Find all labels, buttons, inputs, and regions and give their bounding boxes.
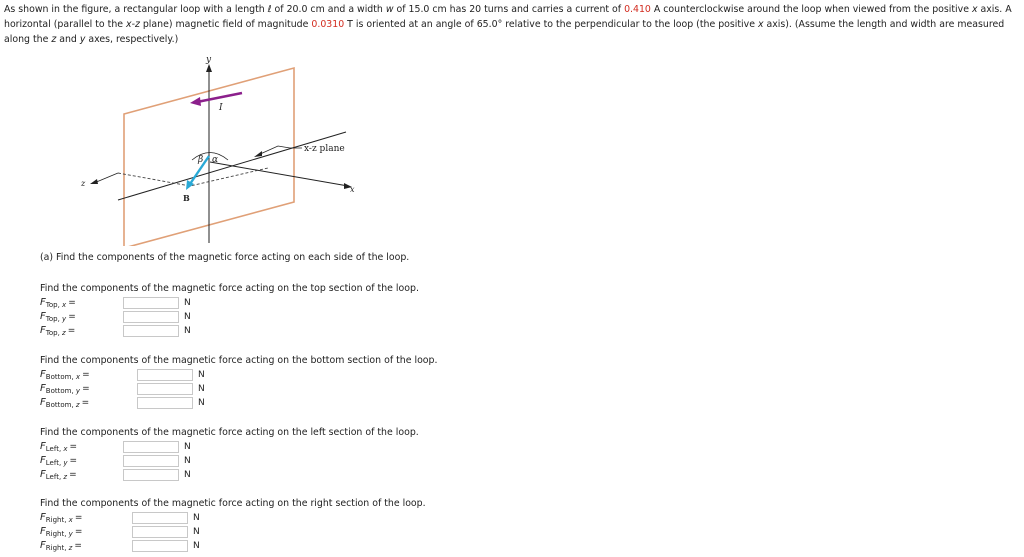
section-left [40, 425, 419, 482]
part-a-heading: (a) Find the components of the magnetic force acting on each side of the loop. [40, 252, 410, 263]
force-label: $F_{Right, z}$ = [40, 540, 82, 552]
unit-label: N [184, 442, 191, 452]
force-row-right-x [40, 511, 426, 525]
b-vector-label: B [183, 193, 190, 203]
current-arrowhead [190, 97, 201, 106]
force-subscript-side: Left [45, 473, 59, 481]
force-subscript-comp: z [63, 473, 68, 481]
force-row-right-z [40, 539, 426, 553]
force-label: $F_{Right, y}$ = [40, 526, 83, 538]
problem-statement [4, 2, 1020, 47]
alpha-label: α [212, 155, 219, 165]
problem-text: axis). (Assume the length and width are measured along the [4, 19, 1005, 45]
loop-figure [80, 56, 370, 246]
equals-sign: = [82, 370, 90, 380]
force-subscript-comp: x [63, 445, 68, 453]
dashed-projection [118, 168, 268, 186]
problem-text: of 15.0 cm has 20 turns and carries a current of [393, 4, 625, 15]
force-subscript-side: Right [45, 544, 65, 552]
unit-label: N [184, 298, 191, 308]
x-axis-label: x [350, 185, 355, 194]
force-subscript-comp: y [63, 459, 68, 467]
section-prompt: Find the components of the magnetic force acting on the bottom section of the loop. [40, 355, 438, 366]
answer-input-right-z[interactable] [132, 540, 188, 552]
force-subscript-side: Left [45, 445, 59, 453]
width-symbol: w [385, 4, 394, 15]
answer-input-top-y[interactable] [123, 311, 179, 323]
force-label: $F_{Bottom, z}$ = [40, 397, 90, 409]
equals-sign: = [74, 541, 82, 551]
field-value: 0.0310 [311, 19, 345, 30]
z-symbol: z [51, 34, 57, 45]
unit-label: N [193, 541, 200, 551]
unit-label: N [184, 312, 191, 322]
force-label: $F_{Right, x}$ = [40, 512, 83, 524]
answer-input-top-z[interactable] [123, 325, 179, 337]
force-label: $F_{Bottom, x}$ = [40, 369, 90, 381]
unit-label: N [193, 513, 200, 523]
answer-input-left-x[interactable] [123, 441, 179, 453]
force-subscript-side: Left [45, 459, 59, 467]
problem-text: axis. A horizontal (parallel to the [4, 4, 1012, 30]
section-prompt: Find the components of the magnetic force acting on the right section of the loop. [40, 498, 426, 509]
force-row-top-y [40, 310, 419, 324]
force-row-right-y [40, 525, 426, 539]
problem-text: plane) magnetic field of magnitude [139, 19, 312, 30]
force-subscript-side: Top [45, 315, 58, 323]
section-prompt: Find the components of the magnetic force acting on the top section of the loop. [40, 283, 419, 294]
unit-label: N [198, 384, 205, 394]
plane-label: x-z plane [304, 144, 345, 154]
current-value: 0.410 [624, 4, 651, 15]
force-row-left-x [40, 440, 419, 454]
problem-text: axes, respectively.) [85, 34, 179, 45]
force-subscript-side: Bottom [45, 387, 72, 395]
unit-label: N [198, 398, 205, 408]
force-row-bottom-z [40, 396, 437, 410]
section-bottom [40, 353, 437, 410]
force-row-left-y [40, 454, 419, 468]
equals-sign: = [69, 456, 78, 466]
problem-text: of 20.0 cm and a width [271, 4, 386, 15]
force-label: $F_{Bottom, y}$ = [40, 383, 90, 395]
current-arrow-line [197, 93, 242, 102]
force-subscript-comp: x [68, 516, 73, 524]
force-label: $F_{Left, x}$ = [40, 441, 78, 453]
answer-input-right-y[interactable] [132, 526, 188, 538]
equals-sign: = [67, 326, 76, 336]
force-subscript-side: Bottom [45, 373, 72, 381]
force-subscript-comp: x [62, 301, 67, 309]
force-subscript-comp: y [68, 530, 73, 538]
z-axis-line [94, 173, 118, 183]
answer-input-bottom-z[interactable] [137, 397, 193, 409]
equals-sign: = [69, 442, 78, 452]
current-label: I [219, 103, 223, 113]
unit-label: N [198, 370, 205, 380]
problem-text: and [56, 34, 80, 45]
force-row-bottom-y [40, 382, 437, 396]
equals-sign: = [74, 513, 83, 523]
x-symbol: x [971, 4, 978, 15]
y-axis-label: y [206, 56, 212, 65]
length-symbol: ℓ [267, 4, 272, 15]
unit-label: N [184, 326, 191, 336]
force-subscript-comp: z [68, 544, 73, 552]
section-top [40, 281, 419, 338]
equals-sign: = [82, 384, 90, 394]
problem-text: A counterclockwise around the loop when viewed from the positive [650, 4, 972, 15]
force-row-top-x [40, 296, 419, 310]
equals-sign: = [69, 470, 77, 480]
force-subscript-side: Right [45, 516, 65, 524]
force-subscript-side: Bottom [45, 401, 72, 409]
problem-text: As shown in the figure, a rectangular loop with a length [4, 4, 268, 15]
problem-text: T is oriented at an angle of 65.0° relative to the perpendicular to the loop (the positive [344, 19, 758, 30]
force-subscript-side: Top [45, 301, 58, 309]
unit-label: N [184, 456, 191, 466]
x-axis-extension [210, 162, 348, 186]
answer-input-bottom-x[interactable] [137, 369, 193, 381]
equals-sign: = [68, 298, 76, 308]
force-label: $F_{Top, z}$ = [40, 325, 76, 337]
y-axis-arrowhead [206, 64, 212, 72]
x-symbol: x [757, 19, 764, 30]
force-subscript-comp: y [62, 315, 67, 323]
equals-sign: = [68, 312, 76, 322]
force-label: $F_{Left, y}$ = [40, 455, 78, 467]
z-axis-label: z [81, 179, 86, 188]
force-label: $F_{Left, z}$ = [40, 469, 77, 481]
equals-sign: = [81, 398, 90, 408]
plane-pointer-arrowhead [254, 151, 262, 157]
force-subscript-comp: x [75, 373, 81, 381]
section-right [40, 496, 426, 553]
xz-symbol: x-z [126, 19, 140, 30]
equals-sign: = [74, 527, 83, 537]
answer-input-right-x[interactable] [132, 512, 188, 524]
z-axis-arrowhead [90, 179, 98, 184]
force-subscript-comp: z [62, 329, 66, 337]
y-symbol: y [79, 34, 86, 45]
force-row-bottom-x [40, 368, 437, 382]
answer-input-bottom-y[interactable] [137, 383, 193, 395]
force-subscript-side: Top [45, 329, 58, 337]
force-label: $F_{Top, x}$ = [40, 297, 76, 309]
unit-label: N [184, 470, 191, 480]
force-subscript-comp: y [75, 387, 81, 395]
answer-input-left-y[interactable] [123, 455, 179, 467]
answer-input-top-x[interactable] [123, 297, 179, 309]
force-subscript-side: Right [45, 530, 65, 538]
force-label: $F_{Top, y}$ = [40, 311, 76, 323]
beta-label: β [198, 155, 204, 165]
force-row-left-z [40, 468, 419, 482]
force-subscript-comp: z [75, 401, 80, 409]
unit-label: N [193, 527, 200, 537]
force-row-top-z [40, 324, 419, 338]
section-prompt: Find the components of the magnetic force acting on the left section of the loop. [40, 427, 419, 438]
answer-input-left-z[interactable] [123, 469, 179, 481]
